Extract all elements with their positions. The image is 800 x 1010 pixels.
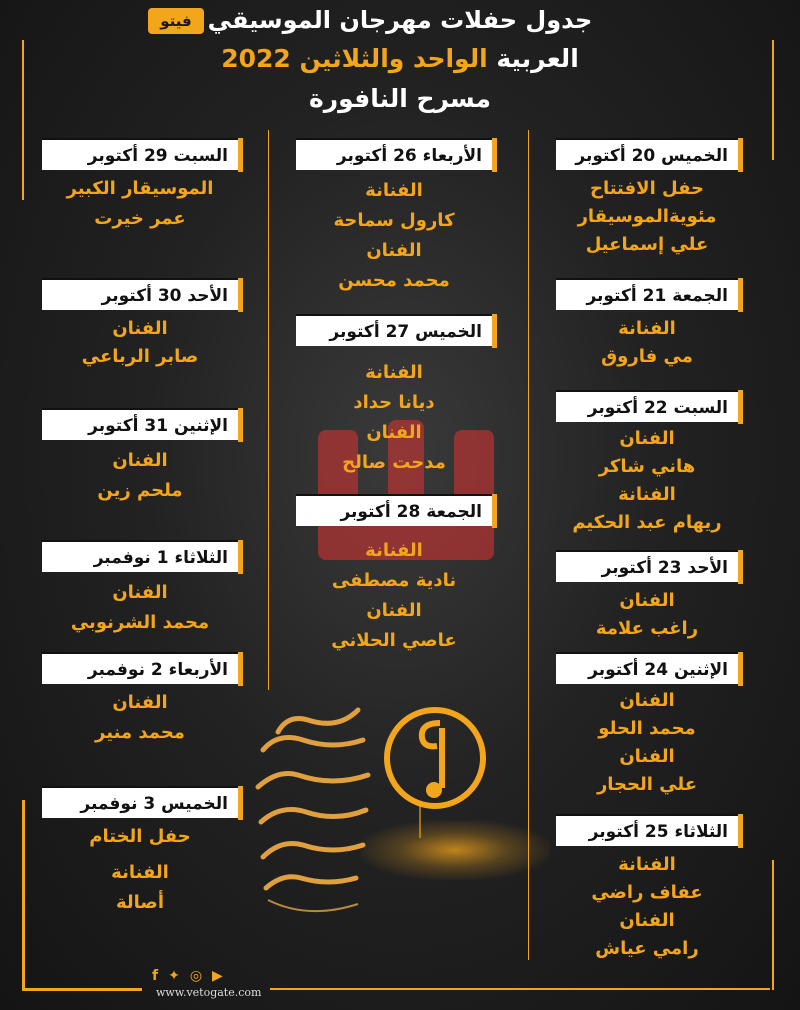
frame-right-line xyxy=(772,860,774,990)
performer-line: الفنانة xyxy=(365,540,423,561)
column-separator-left xyxy=(268,130,269,690)
day-header-oct20: الخميس 20 أكتوبر xyxy=(556,138,738,170)
festival-calligraphy-logo xyxy=(238,700,388,930)
performer-line: الفنان xyxy=(112,692,168,713)
performer-line: الفنان xyxy=(619,910,675,931)
performer-line: عفاف راضي xyxy=(591,882,703,903)
day-header-oct26: الأربعاء 26 أكتوبر xyxy=(296,138,492,170)
performer-line: الفنانة xyxy=(365,362,423,383)
performer-line: الفنانة xyxy=(618,318,676,339)
performer-line: الفنان xyxy=(619,590,675,611)
performer-line: عاصي الحلاني xyxy=(331,630,457,651)
performer-line: الفنان xyxy=(112,582,168,603)
performer-line: ديانا حداد xyxy=(353,392,435,413)
title-line2-white: العربية xyxy=(496,44,579,73)
performer-line: رامي عياش xyxy=(595,938,699,959)
day-header-oct23: الأحد 23 أكتوبر xyxy=(556,550,738,582)
performer-line: الفنان xyxy=(112,318,168,339)
performer-line: مئويةالموسيقار xyxy=(577,206,717,227)
performer-line: الفنانة xyxy=(618,484,676,505)
performer-line: علي الحجار xyxy=(596,774,698,795)
day-header-oct30: الأحد 30 أكتوبر xyxy=(42,278,238,310)
site-logo[interactable]: فيتو xyxy=(148,8,204,34)
twitter-icon[interactable]: ✦ xyxy=(168,968,180,984)
social-links xyxy=(152,968,223,984)
performer-line: كارول سماحة xyxy=(333,210,455,231)
frame-left-line xyxy=(22,800,25,990)
day-header-nov3: الخميس 3 نوفمبر xyxy=(42,786,238,818)
performer-line: أصالة xyxy=(116,892,164,913)
footer-url[interactable]: www.vetogate.com xyxy=(156,986,262,999)
day-header-oct31: الإثنين 31 أكتوبر xyxy=(42,408,238,440)
performer-line: نادية مصطفى xyxy=(331,570,457,591)
performer-line: الفنان xyxy=(366,600,422,621)
performer-line: الفنان xyxy=(366,422,422,443)
performer-line: هاني شاكر xyxy=(598,456,696,477)
performer-line: الفنان xyxy=(366,240,422,261)
day-header-oct21: الجمعة 21 أكتوبر xyxy=(556,278,738,310)
title-line2-accent: الواحد والثلاثين 2022 xyxy=(221,44,488,73)
day-header-oct22: السبت 22 أكتوبر xyxy=(556,390,738,422)
frame-bottom-line xyxy=(22,988,142,991)
performer-line: الفنانة xyxy=(111,862,169,883)
performer-line: مي فاروق xyxy=(601,346,693,367)
day-header-nov2: الأربعاء 2 نوفمبر xyxy=(42,652,238,684)
performer-line: الفنانة xyxy=(365,180,423,201)
performer-line: صابر الرباعي xyxy=(81,346,199,367)
performer-line: محمد محسن xyxy=(338,270,450,291)
performer-line: الموسيقار الكبير xyxy=(66,178,214,199)
facebook-icon[interactable]: f xyxy=(152,968,159,984)
day-header-oct25: الثلاثاء 25 أكتوبر xyxy=(556,814,738,846)
performer-line: عمر خيرت xyxy=(94,208,186,229)
performer-line: محمد الشرنوبي xyxy=(70,612,210,633)
performer-line: محمد الحلو xyxy=(598,718,696,739)
youtube-icon[interactable]: ▶ xyxy=(212,968,223,984)
page-title-line2 xyxy=(0,44,800,73)
performer-line: الفنان xyxy=(619,690,675,711)
performer-line: الفنانة xyxy=(618,854,676,875)
day-header-oct24: الإثنين 24 أكتوبر xyxy=(556,652,738,684)
performer-line: محمد منير xyxy=(95,722,185,743)
performer-line: مدحت صالح xyxy=(342,452,446,473)
page-title-venue: مسرح النافورة xyxy=(309,84,491,113)
day-header-oct27: الخميس 27 أكتوبر xyxy=(296,314,492,346)
frame-bottom-right-line xyxy=(270,988,770,990)
day-header-oct29: السبت 29 أكتوبر xyxy=(42,138,238,170)
instagram-icon[interactable]: ◎ xyxy=(189,968,203,984)
performer-line: علي إسماعيل xyxy=(585,234,709,255)
performer-line: ريهام عبد الحكيم xyxy=(572,512,722,533)
performer-line: راغب علامة xyxy=(595,618,699,639)
performer-line: الفنان xyxy=(112,450,168,471)
day-header-oct28: الجمعة 28 أكتوبر xyxy=(296,494,492,526)
performer-line: الفنان xyxy=(619,428,675,449)
performer-line: حفل الختام xyxy=(89,826,191,847)
day-header-nov1: الثلاثاء 1 نوفمبر xyxy=(42,540,238,572)
page-title-line1: جدول حفلات مهرجان الموسيقي xyxy=(207,6,593,34)
performer-line: ملحم زين xyxy=(97,480,183,501)
festival-emblem xyxy=(380,698,490,838)
performer-line: حفل الافتتاح xyxy=(589,178,705,199)
performer-line: الفنان xyxy=(619,746,675,767)
